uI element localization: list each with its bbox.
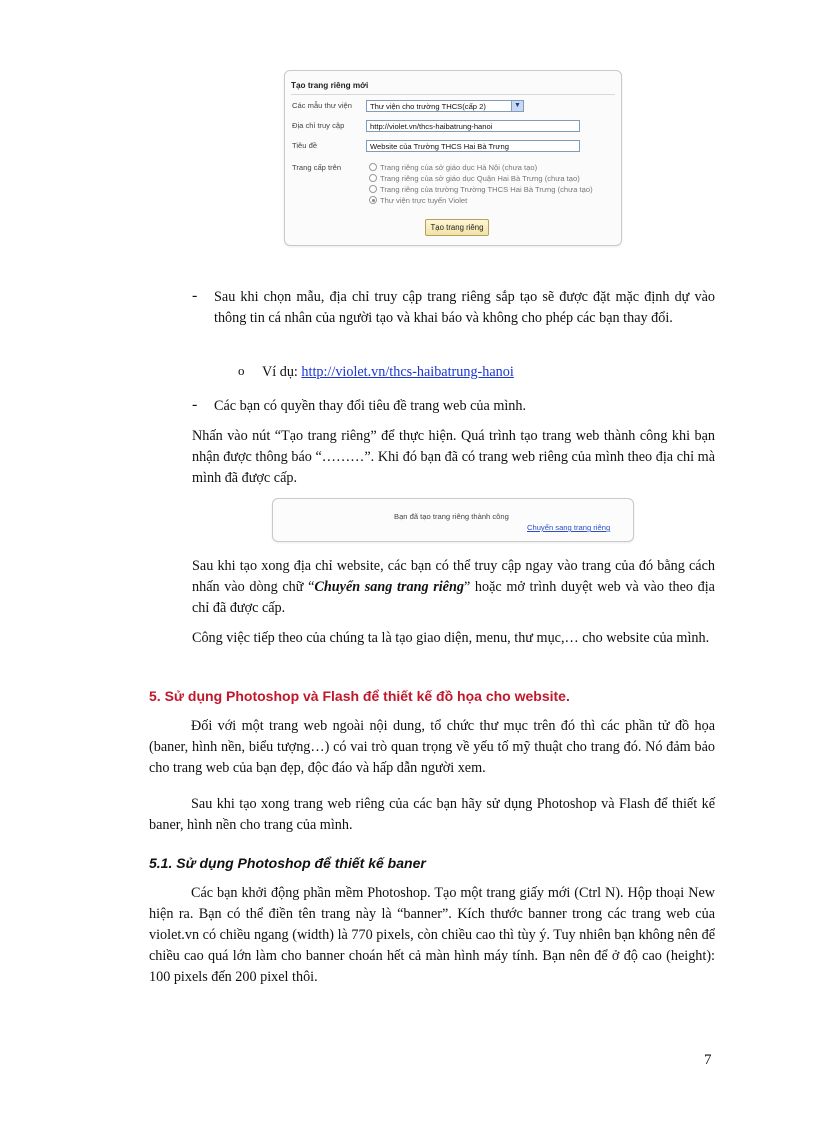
title-input[interactable]: Website của Trường THCS Hai Bà Trưng xyxy=(366,140,580,152)
paragraph-after-create: Sau khi tạo xong địa chỉ website, các bạn có thể truy cập ngay vào trang của đó bằng cách nhấn vào dòng chữ “Chuyển sang trang riêng” hoặc mở trình duyệt web và vào theo địa chỉ đã được cấp. xyxy=(192,558,715,616)
access-address-input[interactable]: http://violet.vn/thcs-haibatrung-hanoi xyxy=(366,120,580,132)
go-to-page-link[interactable]: Chuyển sang trang riêng xyxy=(527,523,611,532)
title-label: Tiêu đề xyxy=(292,141,318,150)
dash-bullet: - xyxy=(192,287,198,304)
bullet-text-2: Các bạn có quyền thay đổi tiêu đề trang web của mình. xyxy=(214,398,527,414)
example-label: Ví dụ: xyxy=(262,364,298,380)
access-address-label: Địa chỉ truy cập xyxy=(292,121,345,130)
bullet-text-1: Sau khi chọn mẫu, địa chỉ truy cập trang riêng sắp tạo sẽ được đặt mặc định dự vào thông tin cá nhân của người tạo và khai báo và không cho phép các bạn thay đổi. xyxy=(214,289,715,326)
section-heading-5: 5. Sử dụng Photoshop và Flash để thiết kế đồ họa cho website. xyxy=(149,688,570,704)
paragraph-photoshop-steps: Các bạn khởi động phần mềm Photoshop. Tạo một trang giấy mới (Ctrl N). Hộp thoại New hiện ra. Bạn có thể điền tên trang này là “banner”. Kích thước banner trong các trang web của violet.vn có chiều ngang (width) là 770 pixels, còn chiều cao thì tùy ý. Tuy nhiên bạn không nên để chiều cao quá lớn làm cho banner choán hết cả màn hình máy tính. Bạn nên để ở độ cao (height): 100 pixels đến 200 pixel thôi. xyxy=(149,885,715,985)
library-template-value: Thư viện cho trường THCS(cấp 2) xyxy=(370,102,486,111)
emphasis-link-text: Chuyển sang trang riêng xyxy=(314,579,464,595)
success-message-screenshot xyxy=(272,498,634,542)
paragraph-create-instruction: Nhấn vào nút “Tạo trang riêng” để thực hiện. Quá trình tạo trang web thành công khi bạn nhận được thông báo “………”. Khi đó bạn đã có trang web riêng của mình theo địa chỉ mà mình đã được cấp. xyxy=(192,428,715,486)
page-number: 7 xyxy=(704,1052,712,1068)
library-template-select[interactable] xyxy=(366,100,524,112)
radio-icon[interactable] xyxy=(369,174,377,182)
chevron-down-icon[interactable]: ▼ xyxy=(511,101,523,111)
form-title: Tạo trang riêng mới xyxy=(291,81,369,90)
parent-page-label: Trang cấp trên xyxy=(292,163,342,172)
example-line xyxy=(262,362,514,383)
create-page-form-screenshot xyxy=(284,70,622,246)
success-message: Bạn đã tạo trang riêng thành công xyxy=(394,512,509,521)
radio-option[interactable]: Trang riêng của sở giáo dục Hà Nội (chưa tạo) xyxy=(369,163,537,172)
circle-bullet-icon: o xyxy=(238,363,245,378)
example-link[interactable]: http://violet.vn/thcs-haibatrung-hanoi xyxy=(301,364,514,380)
radio-icon[interactable] xyxy=(369,185,377,193)
create-page-button[interactable]: Tạo trang riêng xyxy=(425,219,489,236)
paragraph-use-photoshop: Sau khi tạo xong trang web riêng của các bạn hãy sử dụng Photoshop và Flash để thiết kế baner, hình nền cho trang của mình. xyxy=(149,796,715,833)
radio-option-selected[interactable]: Thư viện trực tuyến Violet xyxy=(369,196,467,205)
form-divider xyxy=(291,94,615,95)
radio-selected-icon[interactable] xyxy=(369,196,377,204)
paragraph-next-step: Công việc tiếp theo của chúng ta là tạo giao diện, menu, thư mục,… cho website của mình. xyxy=(192,630,710,646)
radio-icon[interactable] xyxy=(369,163,377,171)
dash-bullet: - xyxy=(192,396,198,413)
paragraph-graphics-role: Đối với một trang web ngoài nội dung, tổ chức thư mục trên đó thì các phần tử đồ họa (baner, hình nền, biểu tượng…) có vai trò quan trọng về yếu tố mỹ thuật cho trang đó. Nó đảm bảo cho trang web của bạn đẹp, độc đáo và hấp dẫn người xem. xyxy=(149,718,715,776)
radio-option[interactable]: Trang riêng của sở giáo dục Quận Hai Bà Trưng (chưa tạo) xyxy=(369,174,580,183)
library-template-label: Các mẫu thư viện xyxy=(292,101,352,110)
section-heading-5-1: 5.1. Sử dụng Photoshop để thiết kế baner xyxy=(149,855,426,871)
radio-option[interactable]: Trang riêng của trường Trường THCS Hai Bà Trưng (chưa tạo) xyxy=(369,185,593,194)
